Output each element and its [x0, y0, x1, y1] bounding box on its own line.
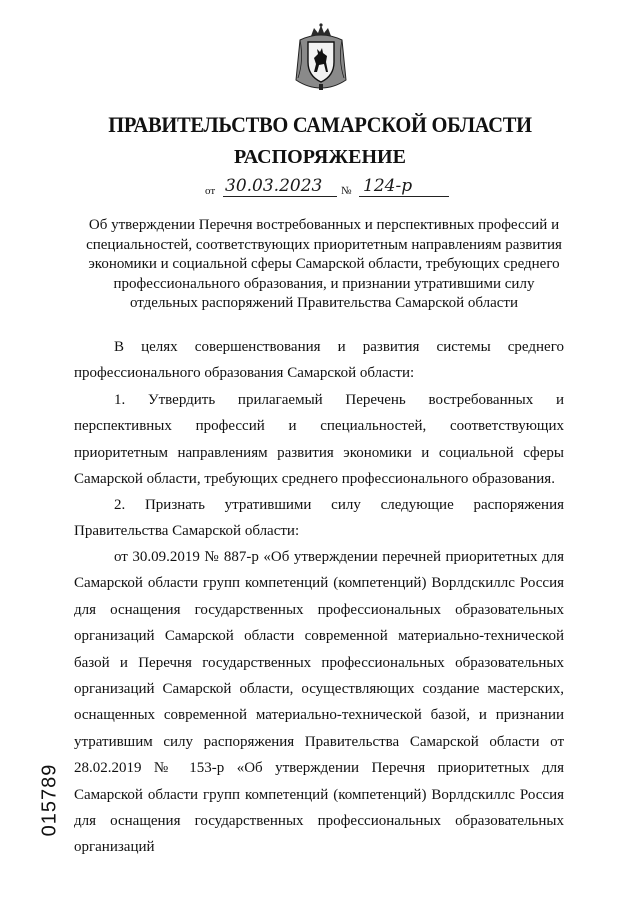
handwritten-number: 124-р	[363, 176, 413, 196]
number-underline	[359, 196, 449, 197]
document-type: РАСПОРЯЖЕНИЕ	[234, 146, 406, 168]
date-number-line	[205, 176, 465, 202]
body-paragraph: 2. Признать утратившими силу следующие распоряжения Правительства Самарской области:	[74, 497, 564, 540]
body-paragraph: 1. Утвердить прилагаемый Перечень востребованных и перспективных профессий и специальностей, соответствующих приоритетным направлениям развития экономики и социальной сферы Самарской области, требующих среднего профессионального образования.	[74, 392, 564, 488]
margin-stamp-text: 015789	[38, 763, 61, 837]
number-prefix: №	[341, 185, 352, 197]
handwritten-date: 30.03.2023	[225, 176, 323, 196]
body-paragraph: от 30.09.2019 № 887-р «Об утверждении перечней приоритетных для Самарской области групп компетенций (компетенций) Ворлдскиллс Россия для оснащения государственных профессиональных образовательных организаций Самарской области современной материально-технической базой и Перечня государственных профессиональных образовательных организаций Самарской области, осуществляющих создание мастерских, оснащенных современной материально-технической базой, и признании утратившим силу распоряжения Правительства Самарской области от 28.02.2019 № 153-р «Об утверждении Перечня приоритетных для Самарской области групп компетенций (компетенций) Ворлдскиллс Россия для оснащения государственных профессиональных образовательных организаций	[74, 549, 564, 856]
body-paragraph: В целях совершенствования и развития системы среднего профессионального образования Самарской области:	[74, 339, 564, 382]
organization-title: ПРАВИТЕЛЬСТВО САМАРСКОЙ ОБЛАСТИ	[108, 112, 532, 137]
margin-stamp-number	[30, 760, 70, 840]
coat-of-arms-emblem	[294, 22, 348, 92]
document-heading: Об утверждении Перечня востребованных и перспективных профессий и специальностей, соответствующих приоритетным направлениям развития экономики и социальной сферы Самарской области, требующих среднего профессионального образования, и признании утратившими силу отдельных распоряжений Правительства Самарской области	[86, 217, 562, 311]
date-prefix: от	[205, 185, 216, 197]
date-underline	[223, 196, 337, 197]
